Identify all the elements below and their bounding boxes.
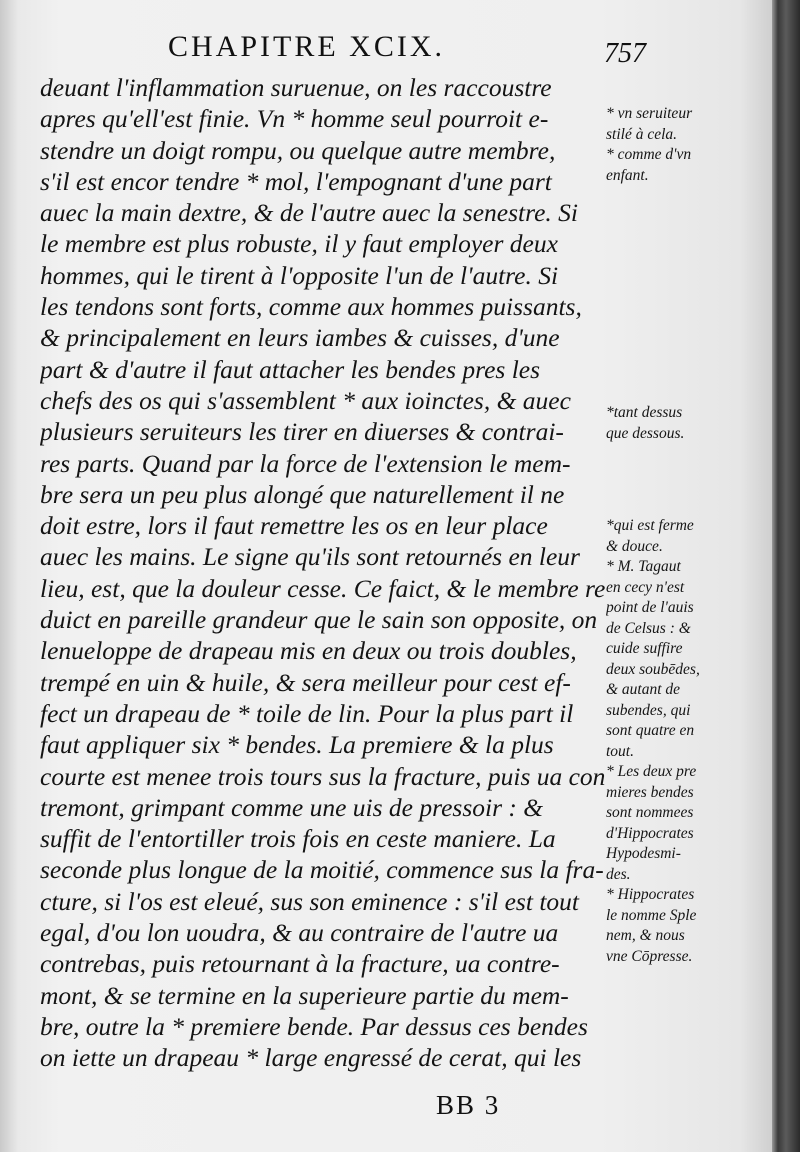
body-line: trempé en uin & huile, & sera meilleur pour cest ef-	[40, 667, 571, 697]
margin-note-line: deux soubēdes,	[606, 660, 700, 678]
body-line: plusieurs seruiteurs les tirer en diuerses & contrai-	[40, 417, 564, 447]
body-line: apres qu'ell'est finie. Vn * homme seul pourroit e-	[40, 104, 549, 134]
margin-note-line: sont quatre en	[606, 722, 695, 739]
margin-note-tagaut	[606, 516, 766, 967]
margin-note-line: d'Hippocrates	[606, 824, 694, 842]
margin-note-line: le nomme Sple	[606, 906, 697, 924]
body-line: les tendons sont forts, comme aux hommes puissants,	[40, 292, 582, 322]
body-line: fect un drapeau de * toile de lin. Pour la plus part il	[40, 698, 574, 728]
margin-note-line: vne Cōpresse.	[606, 947, 693, 965]
margin-note-line: * M. Tagaut	[606, 558, 681, 575]
margin-note-line: nem, & nous	[606, 927, 685, 944]
margin-note-line: en cecy n'est	[606, 578, 685, 596]
body-line: lieu, est, que la douleur cesse. Ce faict, & le membre re	[40, 573, 606, 603]
body-line: deuant l'inflammation suruenue, on les raccoustre	[40, 73, 552, 102]
body-line: s'il est encor tendre * mol, l'empognant d'une part	[40, 166, 552, 196]
body-line: & principalement en leurs iambes & cuisses, d'une	[40, 323, 560, 353]
margin-note-line: * vn seruiteur	[606, 105, 693, 122]
body-line: faut appliquer six * bendes. La premiere & la plus	[40, 730, 554, 760]
margin-note-line: mieres bendes	[606, 783, 694, 801]
body-line: duict en pareille grandeur que le sain son opposite, on	[40, 605, 598, 635]
margin-note-line: & autant de	[606, 681, 681, 698]
book-spine	[772, 0, 800, 1152]
body-line: auec la main dextre, & de l'autre auec la senestre. Si	[40, 198, 578, 228]
body-line: auec les mains. Le signe qu'ils sont retournés en leur	[40, 542, 580, 572]
body-line: tremont, grimpant comme une uis de pressoir : &	[40, 792, 544, 822]
margin-note-line: sont nommees	[606, 804, 694, 821]
body-line: res parts. Quand par la force de l'extension le mem-	[40, 448, 571, 478]
body-line: part & d'autre il faut attacher les bendes pres les	[40, 354, 541, 384]
margin-note-line: point de l'auis	[606, 599, 694, 616]
body-line: suffit de l'entortiller trois fois en ceste maniere. La	[40, 824, 556, 854]
margin-note-line: de Celsus : &	[606, 619, 691, 637]
body-line: stendre un doigt rompu, ou quelque autre membre,	[40, 135, 556, 165]
body-line: hommes, qui le tirent à l'opposite l'un de l'autre. Si	[40, 260, 559, 290]
body-line: lenueloppe de drapeau mis en deux ou trois doubles,	[40, 636, 577, 666]
body-line: seconde plus longue de la moitié, commence sus la fra-	[40, 855, 604, 885]
margin-note-line: cuide suffire	[606, 640, 683, 657]
margin-note-line: stilé à cela.	[606, 125, 678, 143]
body-line: bre, outre la * premiere bende. Par dessus ces bendes	[40, 1011, 588, 1041]
gathering-signature: BB 3	[436, 1090, 501, 1120]
body-line: egal, d'ou lon uoudra, & au contraire de l'autre ua	[40, 918, 559, 948]
margin-note-line: Hypodesmi-	[606, 845, 681, 862]
margin-note-line: * Hippocrates	[606, 886, 695, 903]
page-number: 757	[604, 38, 646, 69]
body-line: contrebas, puis retournant à la fracture, ua contre-	[40, 949, 560, 979]
margin-note-servant	[606, 104, 766, 186]
margin-note-line: subendes, qui	[606, 701, 691, 719]
body-line: courte est menee trois tours sus la fracture, puis ua con	[40, 761, 606, 791]
body-line: on iette un drapeau * large engressé de cerat, qui les	[40, 1043, 582, 1073]
running-title: CHAPITRE XCIX.	[168, 30, 446, 63]
body-text	[40, 72, 610, 1074]
margin-note-line: * comme d'vn	[606, 146, 692, 163]
body-line: chefs des os qui s'assemblent * aux ioinctes, & auec	[40, 385, 571, 415]
body-line: cture, si l'os est eleué, sus son eminence : s'il est tout	[40, 886, 579, 916]
body-line: mont, & se termine en la superieure partie du mem-	[40, 980, 569, 1010]
body-line: le membre est plus robuste, il y faut employer deux	[40, 229, 558, 259]
body-line: doit estre, lors il faut remettre les os en leur place	[40, 511, 548, 541]
margin-note-line: *tant dessus	[606, 404, 683, 421]
margin-note-line: des.	[606, 865, 631, 883]
margin-note-line: que dessous.	[606, 424, 685, 442]
margin-note-above-below	[606, 403, 766, 444]
margin-note-line: tout.	[606, 742, 634, 760]
margin-note-line: & douce.	[606, 537, 663, 555]
body-line: bre sera un peu plus alongé que naturellement il ne	[40, 479, 565, 509]
margin-note-line: enfant.	[606, 166, 649, 184]
margin-note-line: * Les deux pre	[606, 763, 697, 780]
margin-note-line: *qui est ferme	[606, 517, 694, 534]
